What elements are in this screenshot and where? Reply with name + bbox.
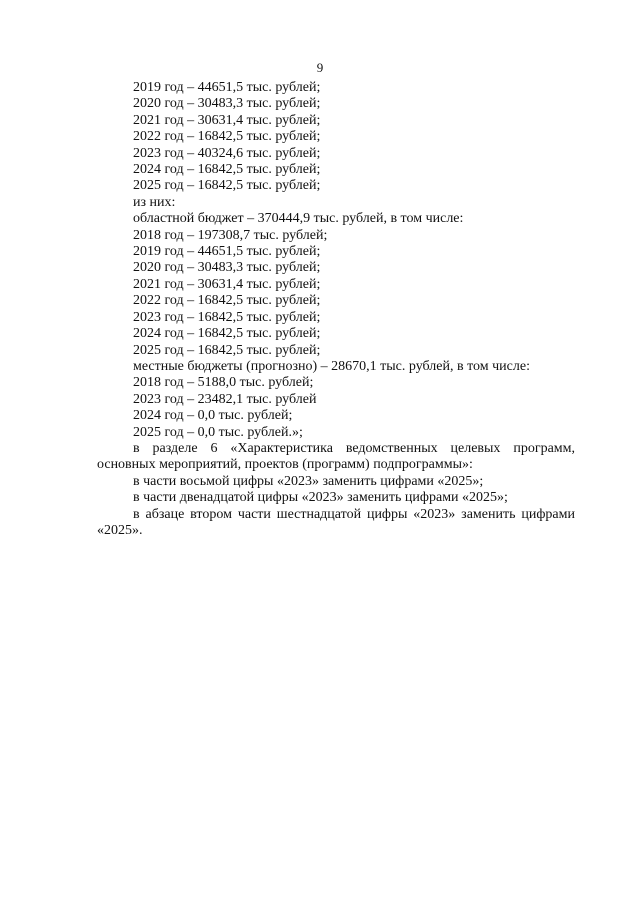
change-part-twelve: в части двенадцатой цифры «2023» заменить цифрами «2025»; [133,490,508,506]
funding-line-regional-2025: 2025 год – 16842,5 тыс. рублей; [133,342,321,358]
section6-paragraph-line2: основных мероприятий, проектов (программ) подпрограммы»: [97,457,473,473]
funding-line-regional-2018: 2018 год – 197308,7 тыс. рублей; [133,227,328,243]
funding-line-local-2024: 2024 год – 0,0 тыс. рублей; [133,408,293,424]
document-body [97,80,575,539]
funding-line-regional-2020: 2020 год – 30483,3 тыс. рублей; [133,260,321,276]
funding-line-regional-2024: 2024 год – 16842,5 тыс. рублей; [133,326,321,342]
change-part-sixteen-line1: в абзаце втором части шестнадцатой цифры «2023» заменить цифрами [133,506,575,522]
funding-line-regional-2019: 2019 год – 44651,5 тыс. рублей; [133,244,321,260]
funding-line-total-2023: 2023 год – 40324,6 тыс. рублей; [133,145,321,161]
funding-line-total-2019: 2019 год – 44651,5 тыс. рублей; [133,80,321,95]
funding-line-local-2023: 2023 год – 23482,1 тыс. рублей [133,391,317,407]
funding-line-regional-2021: 2021 год – 30631,4 тыс. рублей; [133,276,321,292]
funding-line-total-2020: 2020 год – 30483,3 тыс. рублей; [133,96,321,112]
funding-line-regional-2023: 2023 год – 16842,5 тыс. рублей; [133,309,321,325]
change-part-eight: в части восьмой цифры «2023» заменить цифрами «2025»; [133,473,484,489]
regional-budget-header: областной бюджет – 370444,9 тыс. рублей, в том числе: [133,211,464,227]
local-budget-header: местные бюджеты (прогнозно) – 28670,1 тыс. рублей, в том числе: [133,358,530,374]
page-number: 9 [316,60,324,75]
funding-line-total-2024: 2024 год – 16842,5 тыс. рублей; [133,162,321,178]
funding-line-total-2021: 2021 год – 30631,4 тыс. рублей; [133,112,321,128]
of-them-label: из них: [133,194,176,210]
funding-line-regional-2022: 2022 год – 16842,5 тыс. рублей; [133,293,321,309]
funding-line-total-2025: 2025 год – 16842,5 тыс. рублей; [133,178,321,194]
change-part-sixteen-line2: «2025». [97,522,143,538]
section6-paragraph-line1: в разделе 6 «Характеристика ведомственных целевых программ, [133,440,575,456]
funding-line-local-2025: 2025 год – 0,0 тыс. рублей.»; [133,424,303,440]
funding-line-local-2018: 2018 год – 5188,0 тыс. рублей; [133,375,314,391]
funding-line-total-2022: 2022 год – 16842,5 тыс. рублей; [133,129,321,145]
